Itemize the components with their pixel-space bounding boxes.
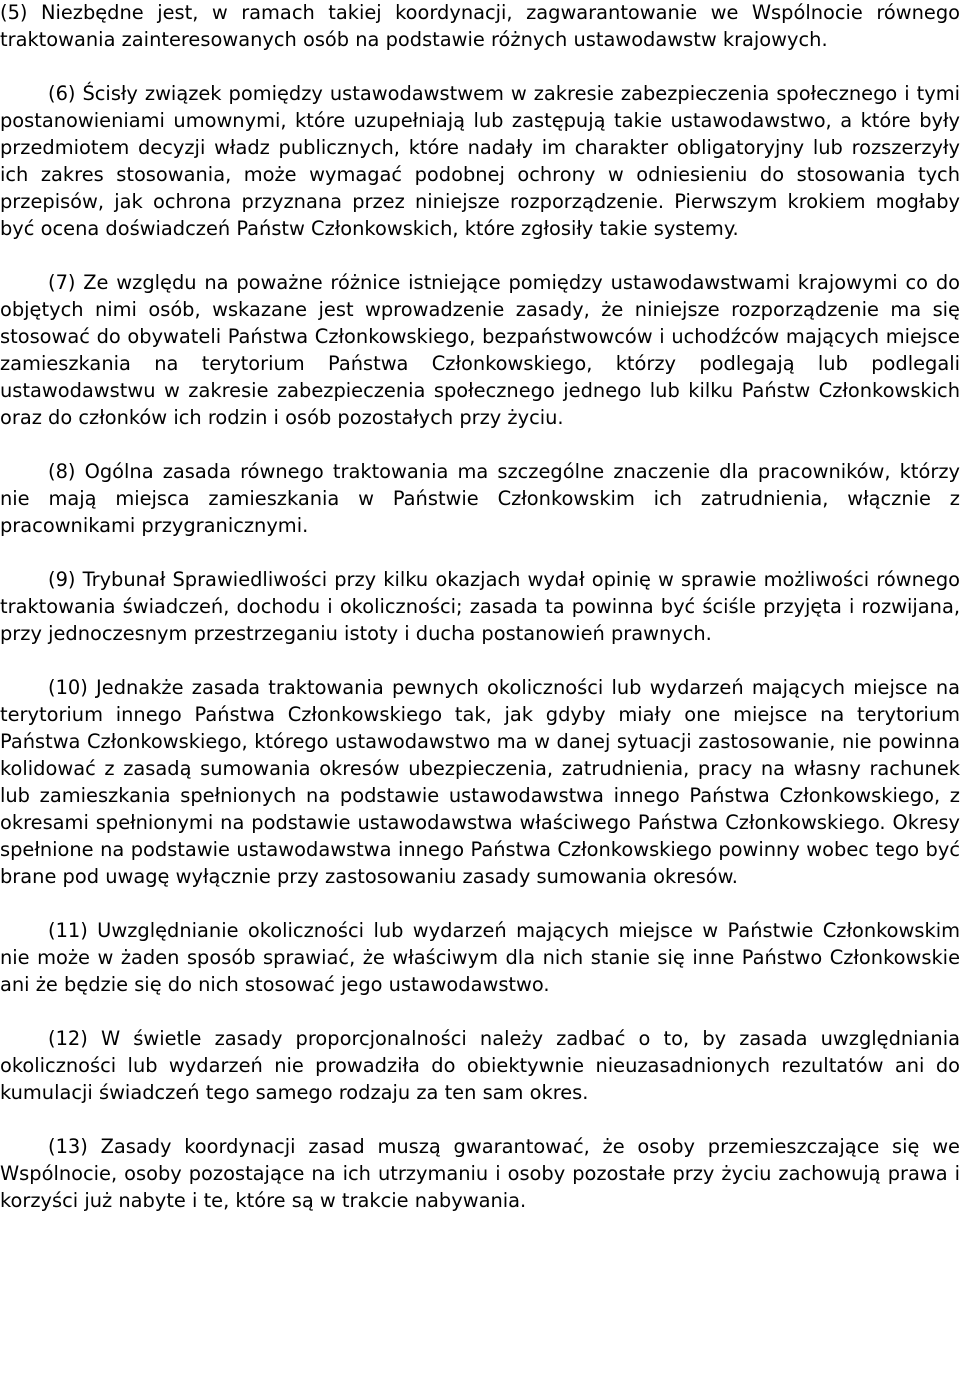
- paragraph-5: (5) Niezbędne jest, w ramach takiej koordynacji, zagwarantowanie we Wspólnocie równego traktowania zainteresowanych osób na podstawie różnych ustawodawstw krajowych.: [0, 1, 960, 51]
- paragraph-11: (11) Uwzględnianie okoliczności lub wydarzeń mających miejsce w Państwie Członkowskim nie może w żaden sposób sprawiać, że właściwym dla nich stanie się inne Państwo Członkowskie ani że będzie się do nich stosować jego ustawodawstwo.: [0, 919, 960, 996]
- paragraph-8: (8) Ogólna zasada równego traktowania ma szczególne znaczenie dla pracowników, którzy nie mają miejsca zamieszkania w Państwie Członkowskim ich zatrudnienia, włącznie z pracownikami przygranicznymi.: [0, 460, 960, 537]
- paragraph-9: (9) Trybunał Sprawiedliwości przy kilku okazjach wydał opinię w sprawie możliwości równego traktowania świadczeń, dochodu i okoliczności; zasada ta powinna być ściśle przyjęta i rozwijana, przy jednoczesnym przestrzeganiu istoty i ducha postanowień prawnych.: [0, 568, 960, 645]
- paragraph-10: (10) Jednakże zasada traktowania pewnych okoliczności lub wydarzeń mających miejsce na terytorium innego Państwa Członkowskiego tak, jak gdyby miały one miejsce na terytorium Państwa Członkowskiego, którego ustawodawstwo ma w danej sytuacji zastosowanie, nie powinna kolidować z zasadą sumowania okresów ubezpieczenia, zatrudnienia, pracy na własny rachunek lub zamieszkania spełnionych na podstawie ustawodawstwa innego Państwa Członkowskiego, z okresami spełnionymi na podstawie ustawodawstwa właściwego Państwa Członkowskiego. Okresy spełnione na podstawie ustawodawstwa innego Państwa Członkowskiego powinny wobec tego być brane pod uwagę wyłącznie przy zastosowaniu zasady sumowania okresów.: [0, 676, 960, 888]
- paragraph-12: (12) W świetle zasady proporcjonalności należy zadbać o to, by zasada uwzględniania okoliczności lub wydarzeń nie prowadziła do obiektywnie nieuzasadnionych rezultatów ani do kumulacji świadczeń tego samego rodzaju za ten sam okres.: [0, 1027, 960, 1104]
- paragraph-6: (6) Ścisły związek pomiędzy ustawodawstwem w zakresie zabezpieczenia społecznego i tymi postanowieniami umownymi, które uzupełniają lub zastępują takie ustawodawstwo, a które były przedmiotem decyzji władz publicznych, które nadały im charakter obligatoryjny lub rozszerzyły ich zakres stosowania, może wymagać podobnej ochrony w odniesieniu do stosowania tych przepisów, jak ochrona przyznana przez niniejsze rozporządzenie. Pierwszym krokiem mogłaby być ocena doświadczeń Państw Członkowskich, które zgłosiły takie systemy.: [0, 82, 960, 240]
- paragraph-7: (7) Ze względu na poważne różnice istniejące pomiędzy ustawodawstwami krajowymi co do objętych nimi osób, wskazane jest wprowadzenie zasady, że niniejsze rozporządzenie ma się stosować do obywateli Państwa Członkowskiego, bezpaństwowców i uchodźców mających miejsce zamieszkania na terytorium Państwa Członkowskiego, którzy podlegają lub podlegali ustawodawstwu w zakresie zabezpieczenia społecznego jednego lub kilku Państw Członkowskich oraz do członków ich rodzin i osób pozostałych przy życiu.: [0, 271, 960, 429]
- paragraph-13: (13) Zasady koordynacji zasad muszą gwarantować, że osoby przemieszczające się we Wspólnocie, osoby pozostające na ich utrzymaniu i osoby pozostałe przy życiu zachowują prawa i korzyści już nabyte i te, które są w trakcie nabywania.: [0, 1135, 960, 1212]
